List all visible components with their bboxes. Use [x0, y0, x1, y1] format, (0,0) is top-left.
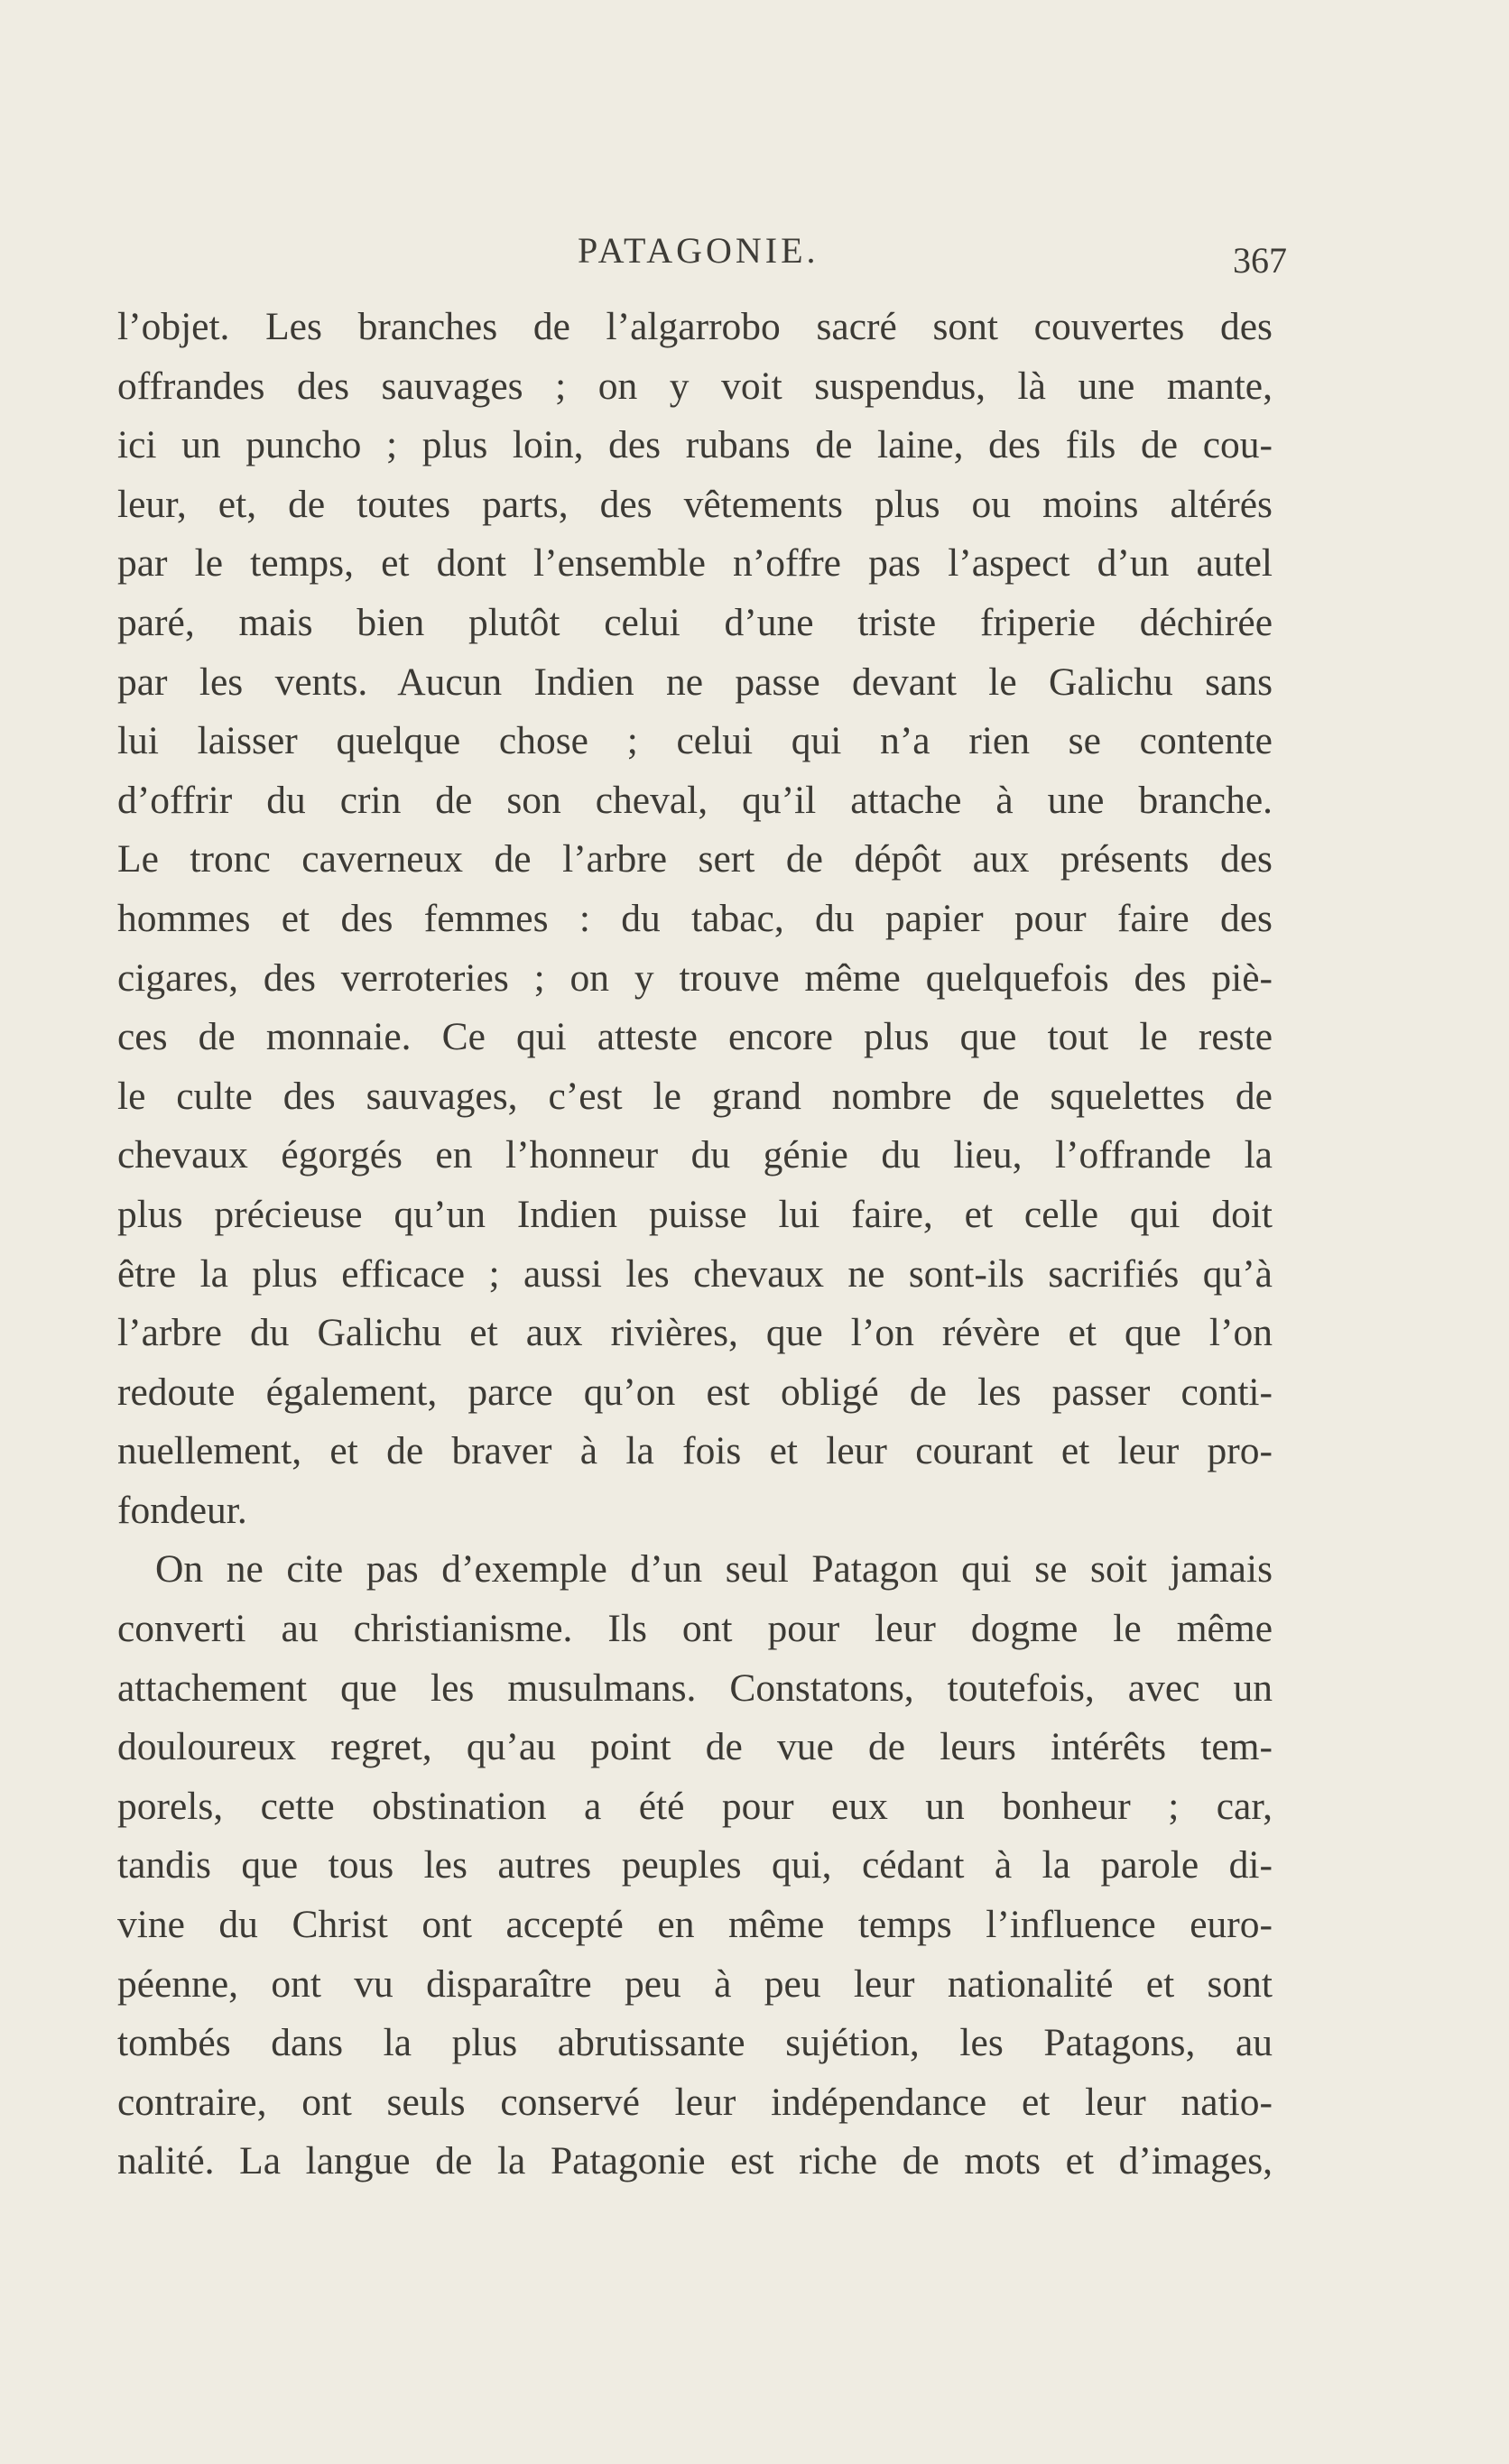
- running-title: PATAGONIE.: [578, 230, 819, 271]
- paragraph-start-line: On ne cite pas d’exemple d’un seul Patagon qui se soit jamais: [155, 1547, 1273, 1592]
- text-line: cigares, des verroteries ; on y trouve même quelquefois des piè-: [117, 955, 1273, 1000]
- text-line: converti au christianisme. Ils ont pour leur dogme le même: [117, 1607, 1273, 1651]
- text-line: tandis que tous les autres peuples qui, cédant à la parole di-: [117, 1843, 1273, 1887]
- paragraph-end-line: fondeur.: [117, 1488, 247, 1532]
- text-line: d’offrir du crin de son cheval, qu’il attache à une branche.: [117, 778, 1273, 822]
- text-line: péenne, ont vu disparaître peu à peu leur nationalité et sont: [117, 1961, 1273, 2006]
- text-line: plus précieuse qu’un Indien puisse lui faire, et celle qui doit: [117, 1192, 1273, 1236]
- text-line: attachement que les musulmans. Constatons, toutefois, avec un: [117, 1666, 1273, 1710]
- text-line: le culte des sauvages, c’est le grand nombre de squelettes de: [117, 1074, 1273, 1118]
- text-line: contraire, ont seuls conservé leur indépendance et leur natio-: [117, 2080, 1273, 2124]
- text-line: douloureux regret, qu’au point de vue de leurs intérêts tem-: [117, 1725, 1273, 1769]
- text-line: tombés dans la plus abrutissante sujétion, les Patagons, au: [117, 2021, 1273, 2065]
- text-line: par le temps, et dont l’ensemble n’offre pas l’aspect d’un autel: [117, 541, 1273, 586]
- text-line: nalité. La langue de la Patagonie est riche de mots et d’images,: [117, 2139, 1273, 2183]
- text-line: l’objet. Les branches de l’algarrobo sacré sont couvertes des: [117, 305, 1273, 348]
- text-line: chevaux égorgés en l’honneur du génie du lieu, l’offrande la: [117, 1133, 1273, 1177]
- text-line: l’arbre du Galichu et aux rivières, que l’on révère et que l’on: [117, 1311, 1273, 1355]
- text-line: par les vents. Aucun Indien ne passe devant le Galichu sans: [117, 660, 1273, 704]
- text-line: Le tronc caverneux de l’arbre sert de dépôt aux présents des: [117, 837, 1273, 881]
- text-line: porels, cette obstination a été pour eux un bonheur ; car,: [117, 1784, 1273, 1828]
- text-line: ces de monnaie. Ce qui atteste encore plus que tout le reste: [117, 1015, 1273, 1059]
- page-number: 367: [1233, 240, 1287, 281]
- text-line: hommes et des femmes : du tabac, du papier pour faire des: [117, 896, 1273, 940]
- text-line: paré, mais bien plutôt celui d’une triste friperie déchirée: [117, 600, 1273, 644]
- text-line: offrandes des sauvages ; on y voit suspendus, là une mante,: [117, 364, 1273, 408]
- text-line: ici un puncho ; plus loin, des rubans de laine, des fils de cou-: [117, 423, 1273, 467]
- body-text: [117, 298, 1273, 2192]
- text-line: être la plus efficace ; aussi les chevaux ne sont-ils sacrifiés qu’à: [117, 1251, 1273, 1296]
- text-line: leur, et, de toutes parts, des vêtements plus ou moins altérés: [117, 482, 1273, 526]
- text-line: nuellement, et de braver à la fois et leur courant et leur pro-: [117, 1429, 1273, 1473]
- text-line: lui laisser quelque chose ; celui qui n’a rien se contente: [117, 719, 1273, 763]
- text-line: vine du Christ ont accepté en même temps l’influence euro-: [117, 1903, 1273, 1947]
- text-line: redoute également, parce qu’on est obligé de les passer conti-: [117, 1370, 1273, 1414]
